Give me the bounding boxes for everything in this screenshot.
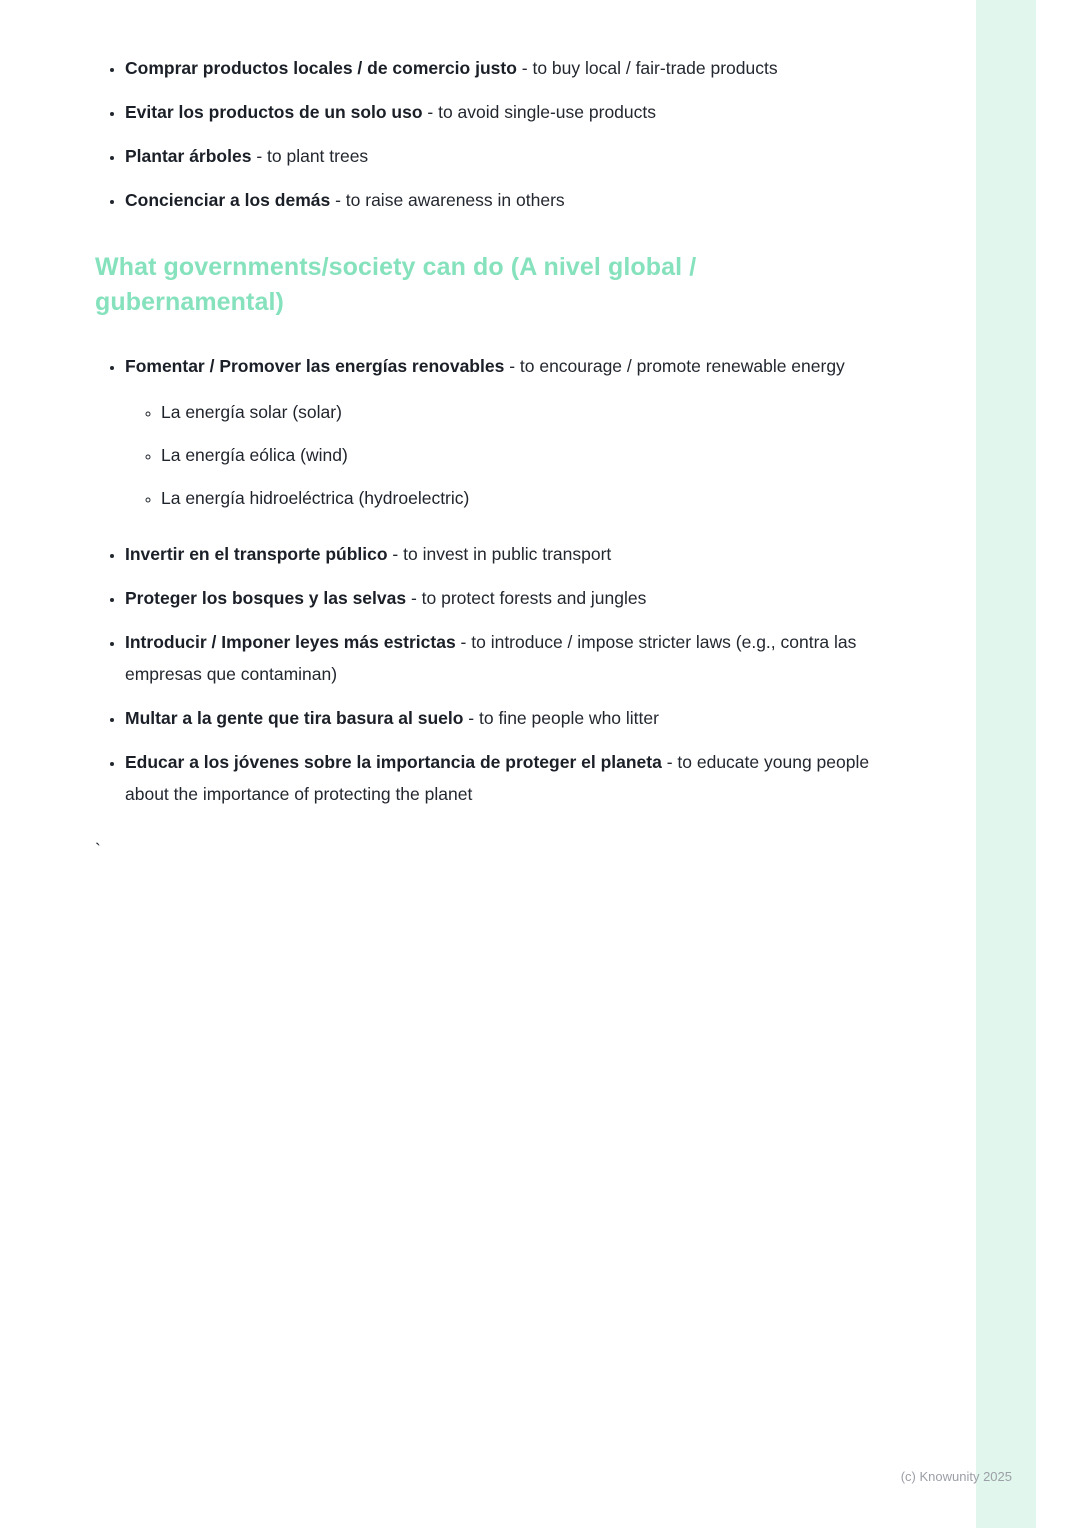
vocab-definition: - to protect forests and jungles: [406, 588, 647, 608]
section-heading: What governments/society can do (A nivel global / gubernamental): [95, 253, 697, 316]
vocab-term: Fomentar / Promover las energías renovables: [125, 356, 505, 376]
vocab-definition: - to plant trees: [251, 146, 369, 166]
vocab-term: Concienciar a los demás: [125, 190, 331, 210]
vocab-item: [125, 582, 870, 614]
renewable-energy-sublist: [125, 396, 870, 514]
vocab-term: Plantar árboles: [125, 146, 252, 166]
vocab-term: Introducir / Imponer leyes más estrictas: [125, 632, 456, 652]
vocab-term: Comprar productos locales / de comercio justo: [125, 58, 517, 78]
government-actions-list: [95, 350, 870, 810]
vocab-definition: - to raise awareness in others: [330, 190, 565, 210]
vocab-item: [125, 184, 870, 216]
vocab-term: Evitar los productos de un solo uso: [125, 102, 423, 122]
vocab-item: [125, 538, 870, 570]
individual-actions-list: [95, 52, 870, 216]
vocab-definition: - to invest in public transport: [387, 544, 612, 564]
vocab-item: [125, 52, 870, 84]
sub-item: ◦ La energía eólica (wind): [161, 439, 870, 471]
vocab-item: [125, 626, 870, 690]
vocab-item: [125, 746, 870, 810]
vocab-item: [125, 96, 870, 128]
sub-item: ◦ La energía solar (solar): [161, 396, 870, 428]
vocab-item: [125, 350, 870, 514]
vocab-term: Educar a los jóvenes sobre la importancia de proteger el planeta: [125, 752, 662, 772]
vocab-item: [125, 702, 870, 734]
vocab-item: [125, 140, 870, 172]
vocab-definition: - to introduce / impose stricter laws (e.g., contra las empresas que contaminan): [125, 632, 857, 684]
vocab-definition: - to fine people who litter: [463, 708, 659, 728]
vocab-definition: - to encourage / promote renewable energy: [504, 356, 845, 376]
vocab-term: Multar a la gente que tira basura al suelo: [125, 708, 464, 728]
vocab-term: Proteger los bosques y las selvas: [125, 588, 407, 608]
vocab-term: Invertir en el transporte público: [125, 544, 388, 564]
vocab-definition: - to buy local / fair-trade products: [516, 58, 778, 78]
copyright-footer: (c) Knowunity 2025: [900, 1469, 1012, 1484]
vocab-definition: - to avoid single-use products: [422, 102, 657, 122]
sub-item: ◦ La energía hidroeléctrica (hydroelectric): [161, 482, 870, 514]
stray-backtick: `: [95, 840, 101, 860]
vocab-definition: - to educate young people about the importance of protecting the planet: [125, 752, 870, 804]
